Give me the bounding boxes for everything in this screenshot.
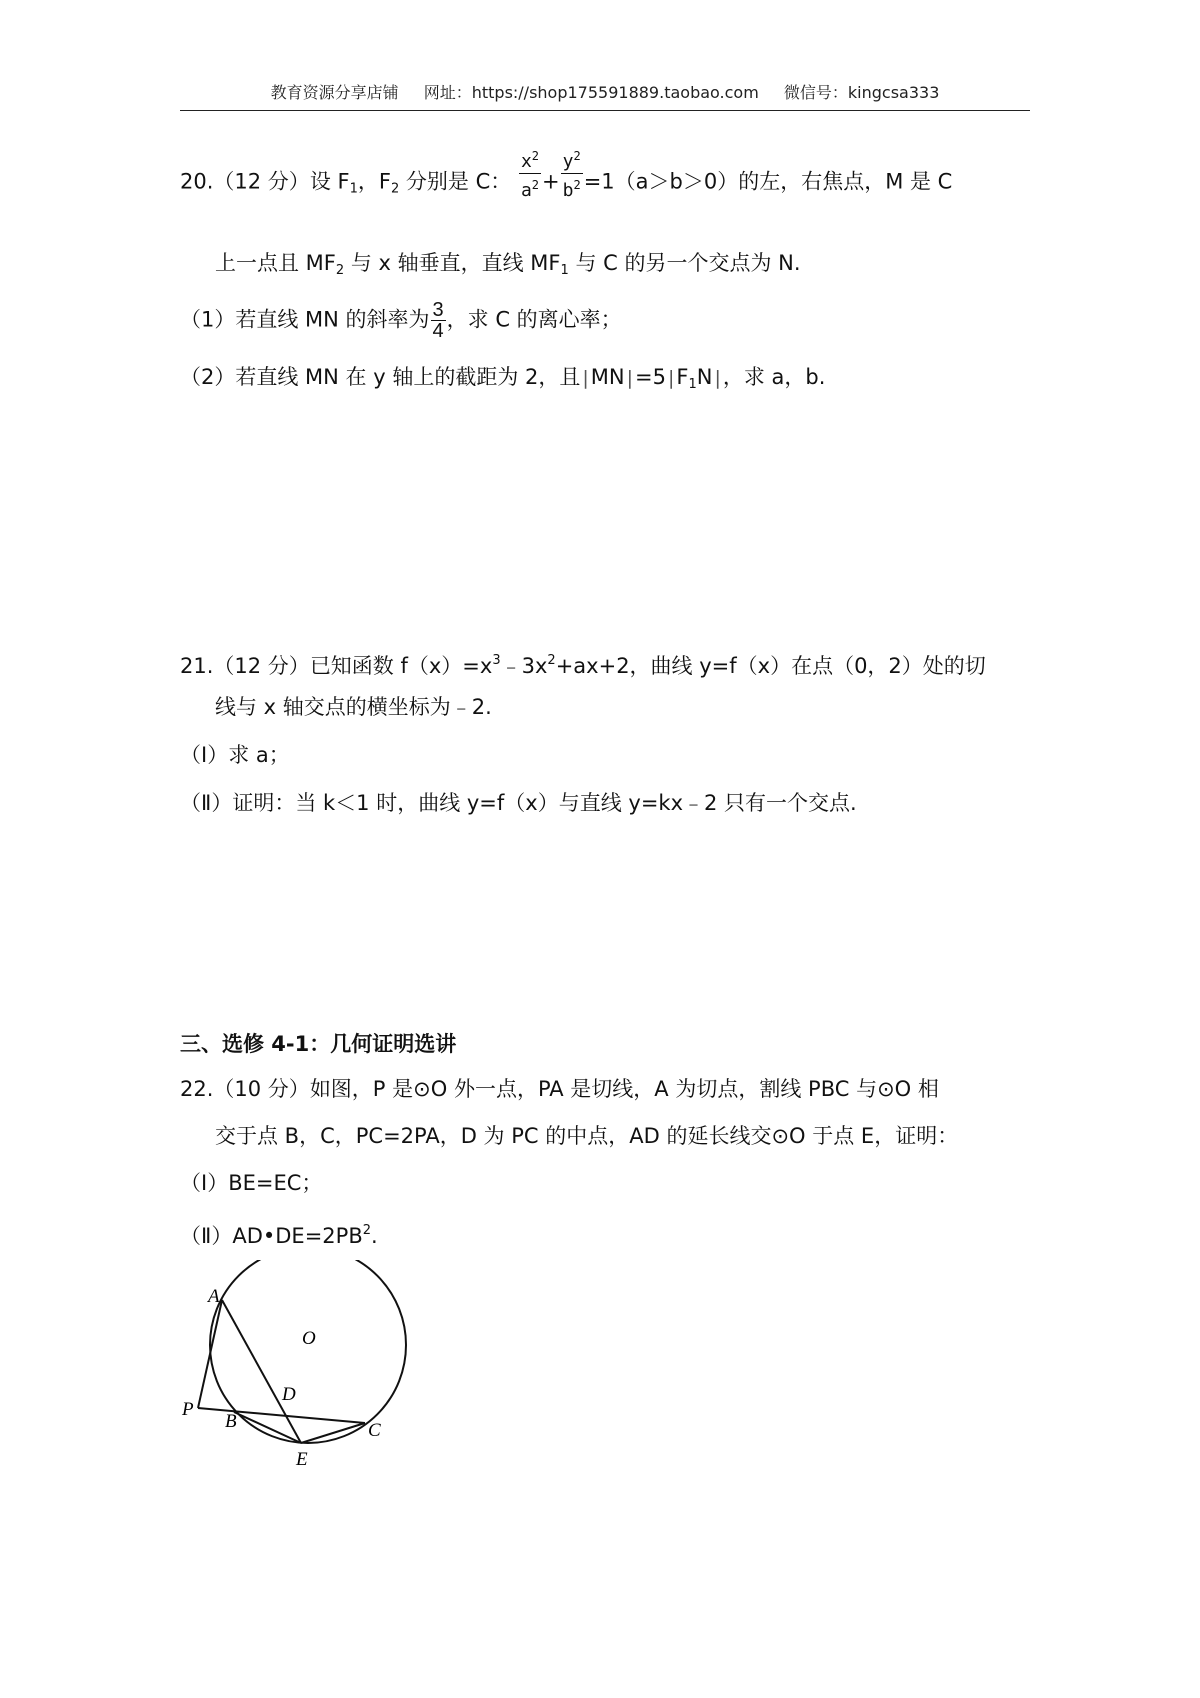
q22-line2: 交于点 B，C，PC=2PA，D 为 PC 的中点，AD 的延长线交⊙O 于点 E，证明： (215, 1124, 959, 1148)
q20-number: 20. (180, 169, 214, 194)
wechat-label: 微信号： (783, 83, 848, 102)
label-p: P (182, 1399, 194, 1420)
exponent: 3 (492, 653, 501, 668)
frac-den: 4 (432, 320, 444, 342)
q20-part1-text: （1）若直线 MN 的斜率为 (180, 307, 430, 332)
q20-part2 (180, 362, 825, 400)
label-b: B (225, 1411, 237, 1432)
subscript: 1 (560, 263, 569, 278)
q20-line1 (180, 149, 953, 205)
site-label: 网址： (423, 83, 472, 102)
q20-score: （12 分） (213, 169, 310, 194)
q21-part2: （Ⅱ）证明：当 k＜1 时，曲线 y=f（x）与直线 y=kx﹣2 只有一个交点. (180, 791, 857, 815)
exponent: 2 (573, 178, 581, 192)
abs-bar: | (582, 367, 589, 389)
q22-part2-text: . (371, 1224, 378, 1248)
label-d: D (282, 1384, 296, 1405)
q21-number: 21. (180, 654, 214, 678)
subscript: 1 (688, 377, 697, 392)
q22-score: （10 分） (213, 1077, 310, 1101)
q20-text: 与 x 轴垂直，直线 MF (344, 251, 561, 275)
q20-part1 (180, 300, 622, 341)
abs-bar: | (667, 367, 675, 389)
q21-score: （12 分） (213, 654, 310, 678)
q22-text: 如图，P 是⊙O 外一点，PA 是切线，A 为切点，割线 PBC 与⊙O 相 (309, 1077, 939, 1101)
exponent: 2 (547, 653, 556, 668)
q21-text: +ax+2，曲线 y=f（x）在点（0，2）处的切 (555, 654, 986, 678)
header-divider (180, 110, 1030, 111)
shop-name: 教育资源分享店铺 (270, 83, 399, 102)
frac-num: y (562, 151, 574, 172)
frac-num: x (520, 151, 532, 172)
q20-text: 与 C 的另一个交点为 N. (568, 251, 801, 275)
q20-part2-text: N (696, 365, 713, 389)
section-title: 三、选修 4-1：几何证明选讲 (180, 1032, 457, 1056)
label-c: C (368, 1420, 381, 1441)
q22-part2 (180, 1216, 378, 1251)
q21-text: 已知函数 f（x）=x (309, 654, 493, 678)
q21-part1: （Ⅰ）求 a； (180, 743, 290, 767)
q20-part2-text: （2）若直线 MN 在 y 轴上的截距为 2，且 (180, 365, 581, 389)
q20-text: ，F (357, 169, 391, 194)
q20-text: =1（a＞b＞0）的左，右焦点，M 是 C (583, 169, 953, 194)
q20-text: 设 F (309, 169, 350, 194)
plus-sign: + (542, 169, 560, 194)
q22-line1 (180, 1074, 939, 1104)
q20-text: 分别是 C： (399, 169, 512, 194)
frac-den: a (520, 180, 532, 201)
secant-pbc (198, 1408, 365, 1423)
abs-bar: | (714, 367, 721, 389)
label-o: O (302, 1328, 316, 1349)
site-info (424, 83, 759, 102)
q20-part1-text: ，求 C 的离心率； (446, 307, 622, 332)
label-e: E (296, 1449, 308, 1470)
q22-part1: （Ⅰ）BE=EC； (180, 1171, 323, 1195)
q20-text: 上一点且 MF (215, 251, 336, 275)
q20-line2 (215, 248, 801, 286)
q21-line2: 线与 x 轴交点的横坐标为﹣2. (215, 695, 492, 719)
q21-line1 (180, 646, 986, 681)
exponent: 2 (531, 178, 540, 192)
wechat-id: kingcsa333 (847, 83, 940, 102)
fraction-x2-a2 (519, 145, 541, 202)
q20-part2-text: F (676, 365, 689, 389)
fraction-y2-b2 (561, 145, 583, 202)
page-header (180, 80, 1030, 103)
frac-num: 3 (432, 299, 444, 321)
exponent: 2 (362, 1223, 372, 1238)
q22-number: 22. (180, 1077, 214, 1101)
q20-part2-text: MN (590, 365, 625, 389)
q21-text: ﹣3x (500, 654, 548, 678)
site-url: https://shop175591889.taobao.com (471, 83, 759, 102)
q20-part2-text: ，求 a，b. (722, 365, 826, 389)
frac-den: b (562, 180, 574, 201)
label-a: A (208, 1286, 220, 1307)
subscript: 2 (390, 181, 400, 197)
subscript: 1 (349, 181, 358, 197)
tangent-pa (198, 1300, 222, 1408)
exponent: 2 (573, 149, 581, 163)
q22-part2-text: （Ⅱ）AD•DE=2PB (180, 1224, 363, 1248)
fraction-3-4 (431, 300, 446, 341)
exponent: 2 (531, 149, 540, 163)
abs-bar: | (626, 367, 633, 389)
subscript: 2 (335, 263, 345, 278)
geometry-figure (180, 1260, 420, 1470)
q20-part2-text: =5 (635, 365, 666, 389)
wechat-info (784, 83, 940, 102)
